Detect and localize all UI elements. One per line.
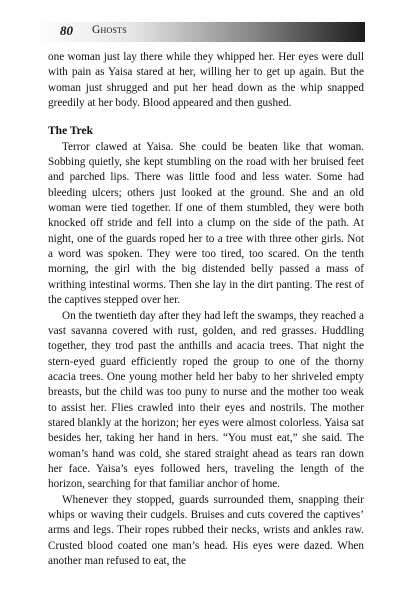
paragraph-2: On the twentieth day after they had left the swamps, they reached a vast savanna covered with rust, golden, and red grasses. Huddling together, they trod past the anthills and acacia trees. That night the stern-eyed guard efficiently roped the group to one of the thorny acacia trees. One young mother held her baby to her shriveled empty breasts, but the child was too puny to nurse and the mother too weak to assist her. Flies crawled into their eyes and nostrils. The mother stared blankly at the horizon; her eyes were almost colorless. Yaisa sat besides her, taking her hand in hers. “You must eat,” she said. The woman’s hand was cold, she stared straight ahead as tears ran down her face. Yaisa’s eyes followed hers, traveling the length of the horizon, searching for that familiar anchor of home. [48,309,364,491]
paragraph-1: Terror clawed at Yaisa. She could be beaten like that woman. Sobbing quietly, she kept stumbling on the road with her bruised feet and parched lips. There was little food and less water. Some had bleeding ulcers; others just looked at the ground. She and an old woman were tied together. If one of them stumbled, they were both knocked off stride and fell into a clump on the side of the path. At night, one of the guards roped her to a tree with three other girls. Not a word was spoken. They were too tired, too scared. On the tenth morning, the girl with the big distended belly passed a mass of writhing intestinal worms. Then she lay in the dirt panting. The rest of the captives stepped over her. [48,140,364,307]
paragraph-3: Whenever they stopped, guards surrounded them, snapping their whips or waving their cudgels. Bruises and cuts covered the captives’ arms and legs. Their ropes rubbed their necks, wrists and ankles raw. Crusted blood coated one man’s head. His eyes were dazed. When another man refused to eat, the [48,493,364,567]
section-heading: The Trek [48,125,94,138]
running-head-title: Ghosts [92,24,127,36]
page-number: 80 [60,23,73,38]
page-text [48,50,364,569]
running-header-bar [33,22,365,42]
opening-paragraph: one woman just lay there while they whipped her. Her eyes were dull with pain as Yaisa stared at her, willing her to get up again. But the woman just shrugged and put her head down as the whip snapped greedily at her body. Blood appeared and then gushed. [48,51,364,110]
